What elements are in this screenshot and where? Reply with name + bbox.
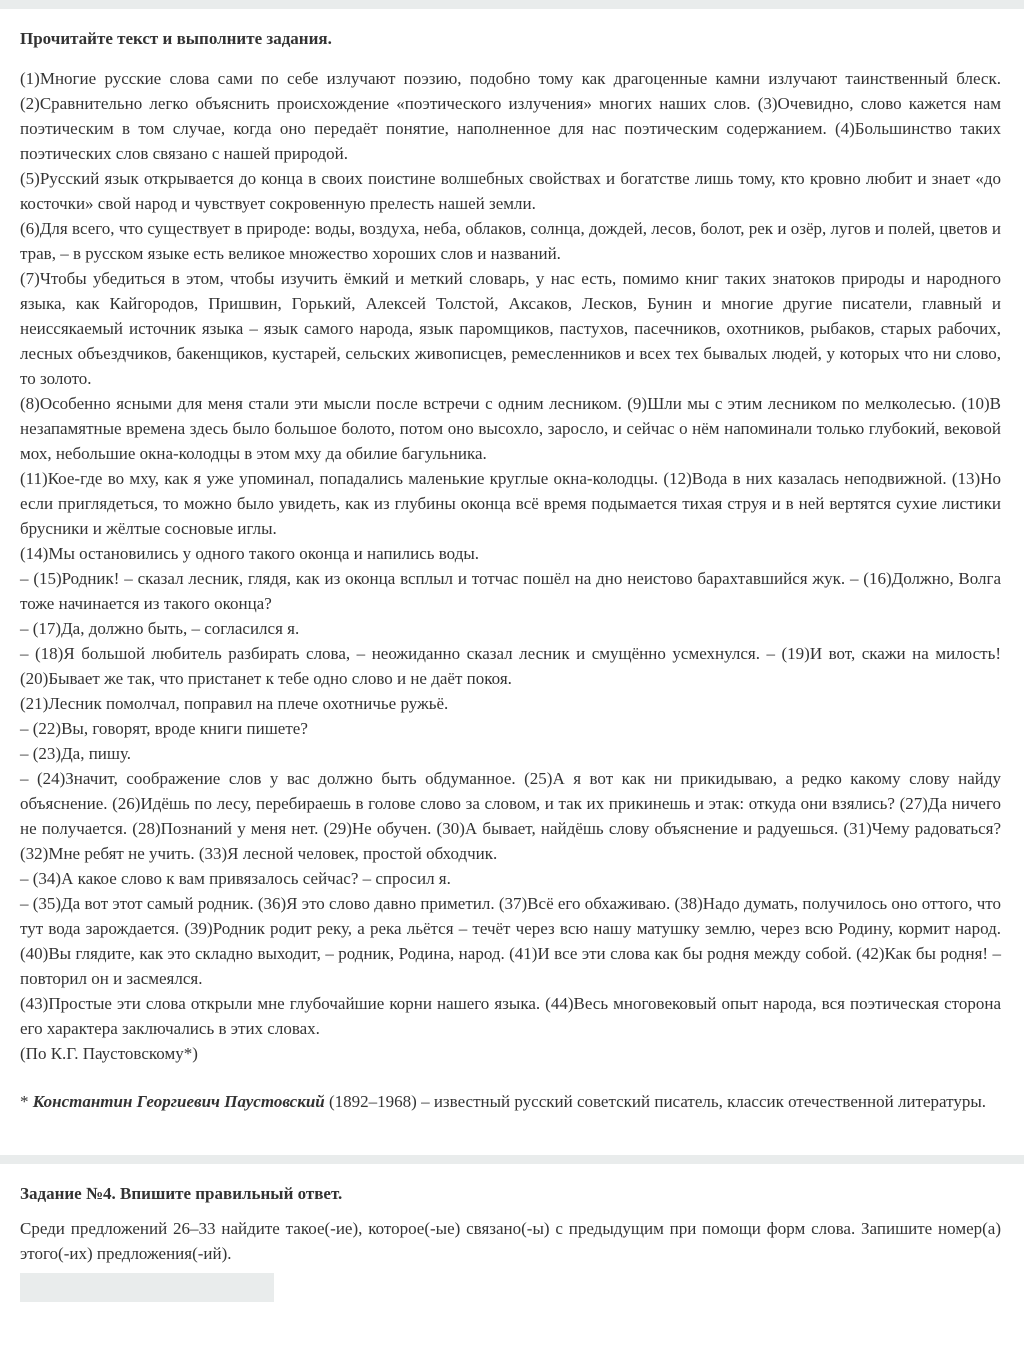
source-attribution: (По К.Г. Паустовскому*) (20, 1044, 198, 1063)
footnote-star: * (20, 1092, 33, 1111)
paragraph: (5)Русский язык открывается до конца в своих поистине волшебных свойствах и богатстве лишь тому, кто кровно любит и знает «до косточки» свой народ и чувствует сокровенную прелесть нашей земли. (20, 169, 1001, 213)
paragraph: – (34)А какое слово к вам привязалось сейчас? – спросил я. (20, 869, 451, 888)
reading-card (0, 9, 1024, 1155)
author-footnote (20, 1089, 1004, 1114)
card-separator (0, 1155, 1024, 1164)
paragraph: (1)Многие русские слова сами по себе излучают поэзию, подобно тому как драгоценные камни излучают таинственный блеск. (2)Сравнительно легко объяснить происхождение «поэтического излучения» многих наших слов. (3)Очевидно, слово кажется нам поэтическим в том случае, когда оно передаёт понятие, наполненное для нас поэтическим содержанием. (4)Большинство таких поэтических слов связано с нашей природой. (20, 69, 1001, 163)
paragraph: (43)Простые эти слова открыли мне глубочайшие корни нашего языка. (44)Весь многовековый опыт народа, вся поэтическая сторона его характера заключались в этих словах. (20, 994, 1001, 1038)
paragraph: – (22)Вы, говорят, вроде книги пишете? (20, 719, 308, 738)
reading-text (20, 66, 1001, 1066)
footnote-text: (1892–1968) – известный русский советский писатель, классик отечественной литературы. (324, 1092, 986, 1111)
paragraph: (6)Для всего, что существует в природе: воды, воздуха, неба, облаков, солнца, дождей, лесов, болот, рек и озёр, лугов и полей, цветов и трав, – в русском языке есть великое множество хороших слов и названий. (20, 219, 1001, 263)
paragraph: – (18)Я большой любитель разбирать слова, – неожиданно сказал лесник и смущённо усмехнулся. – (19)И вот, скажи на милость! (20)Бывает же так, что пристанет к тебе одно слово и не даёт покоя. (20, 644, 1001, 688)
task-card (0, 1164, 1024, 1348)
paragraph: (7)Чтобы убедиться в этом, чтобы изучить ёмкий и меткий словарь, у нас есть, помимо книг таких знатоков природы и народного языка, как Кайгородов, Пришвин, Горький, Алексей Толстой, Аксаков, Лесков, Бунин и многие другие писатели, главный и неиссякаемый источник языка – язык самого народа, язык паромщиков, пастухов, пасечников, охотников, рыбаков, старых рабочих, лесных объездчиков, бакенщиков, кустарей, сельских живописцев, ремесленников и всех тех бывалых людей, у которых что ни слово, то золото. (20, 269, 1001, 388)
paragraph: – (24)Значит, соображение слов у вас должно быть обдуманное. (25)А я вот как ни прикидываю, а редко какому слову найду объяснение. (26)Идёшь по лесу, перебираешь в голове слово за словом, и так их прикинешь и этак: откуда они взялись? (27)Да ничего не получается. (28)Познаний у меня нет. (29)Не обучен. (30)А бывает, найдёшь слову объяснение и радуешься. (31)Чему радоваться? (32)Мне ребят не учить. (33)Я лесной человек, простой обходчик. (20, 769, 1001, 863)
paragraph: – (23)Да, пишу. (20, 744, 132, 763)
task-title: Задание №4. Впишите правильный ответ. (20, 1184, 343, 1203)
footnote-author: Константин Георгиевич Паустовский (32, 1092, 325, 1111)
paragraph: – (15)Родник! – сказал лесник, глядя, как из оконца всплыл и тотчас пошёл на дно неистово барахтавшийся жук. – (16)Должно, Волга тоже начинается из такого оконца? (20, 569, 1001, 613)
paragraph: (8)Особенно ясными для меня стали эти мысли после встречи с одним лесником. (9)Шли мы с этим лесником по мелколесью. (10)В незапамятные времена здесь было большое болото, потом оно высохло, заросло, и сейчас о нём напоминали только глубокий, вековой мох, небольшие окна-колодцы в этом мху да обилие багульника. (20, 394, 1001, 463)
paragraph: – (17)Да, должно быть, – согласился я. (20, 619, 300, 638)
paragraph: (11)Кое-где во мху, как я уже упоминал, попадались маленькие круглые окна-колодцы. (12)Вода в них казалась неподвижной. (13)Но если приглядеться, то можно было увидеть, как из глубины оконца всё время подымается тихая струя и в ней вертятся сухие листики брусники и жёлтые сосновые иглы. (20, 469, 1001, 538)
answer-input[interactable] (20, 1273, 274, 1302)
top-separator (0, 0, 1024, 9)
paragraph: (14)Мы остановились у одного такого оконца и напились воды. (20, 544, 480, 563)
task-text: Среди предложений 26–33 найдите такое(-ие), которое(-ые) связано(-ы) с предыдущим при помощи форм слова. Запишите номер(а) этого(-их) предложения(-ий). (20, 1219, 1001, 1263)
paragraph: – (35)Да вот этот самый родник. (36)Я это слово давно приметил. (37)Всё его обхаживаю. (38)Надо думать, получилось оно оттого, что тут вода зарождается. (39)Родник родит реку, а река льётся – течёт через всю нашу матушку землю, через всю Родину, кормит народ. (40)Вы глядите, как это складно выходит, – родник, Родина, народ. (41)И все эти слова как бы родня между собой. (42)Как бы родня! – повторил он и засмеялся. (20, 894, 1001, 988)
reading-heading: Прочитайте текст и выполните задания. (20, 29, 332, 48)
paragraph: (21)Лесник помолчал, поправил на плече охотничье ружьё. (20, 694, 449, 713)
